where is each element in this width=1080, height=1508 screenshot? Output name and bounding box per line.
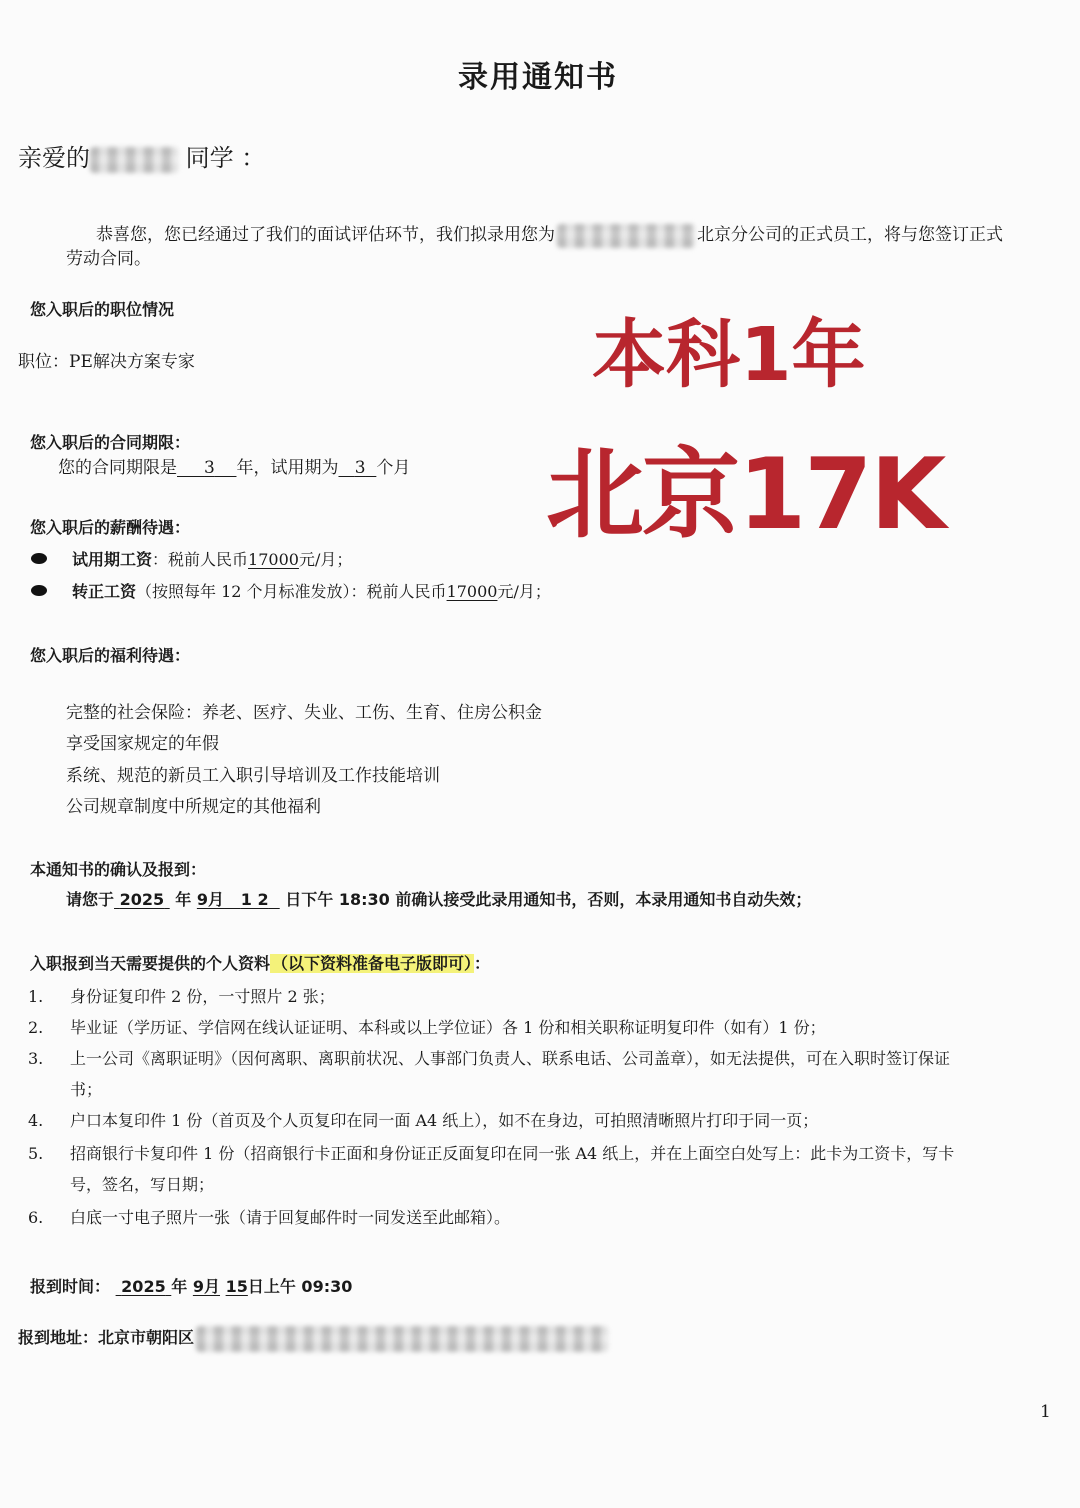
salary-regular-note: （按照每年 12 个月标准发放）：税前人民币 xyxy=(136,582,447,601)
contract-text-a: 您的合同期限是 xyxy=(58,458,177,478)
report-address-text: 北京市朝阳区 xyxy=(98,1328,195,1347)
bullet-icon xyxy=(31,553,47,564)
report-time-label: 报到时间： xyxy=(30,1277,111,1296)
salary-trial-amount: 17000 xyxy=(248,550,299,569)
salary-regular-amount: 17000 xyxy=(446,582,498,601)
materials-heading-b: ： xyxy=(474,954,491,973)
intro-line-1 xyxy=(96,220,1003,248)
confirm-text-c: 日下午 18:30 前确认接受此录用通知书，否则，本录用通知书自动失效； xyxy=(285,890,812,909)
materials-heading xyxy=(30,951,490,974)
benefit-item: 完整的社会保险：养老、医疗、失业、工伤、生育、住房公积金 xyxy=(66,703,542,723)
salary-heading: 您入职后的薪酬待遇： xyxy=(30,518,191,537)
materials-item: 3. 上一公司《离职证明》（因何离职、离职前状况、人事部门负责人、联系电话、公司盖章），如无法提供，可在入职时签订保证 xyxy=(28,1049,951,1068)
salary-regular-label: 转正工资 xyxy=(72,582,137,601)
position-heading: 您入职后的职位情况 xyxy=(30,300,175,319)
salary-trial-unit: 元/月； xyxy=(298,550,353,569)
benefit-item: 系统、规范的新员工入职引导培训及工作技能培训 xyxy=(66,766,440,786)
report-time-text-a: 年 xyxy=(171,1277,188,1296)
greeting-suffix: 同学 ： xyxy=(185,144,266,172)
contract-text-b: 年，试用期为 xyxy=(236,458,339,478)
salary-trial-text: ：税前人民币 xyxy=(152,550,249,569)
redacted-address xyxy=(196,1326,608,1352)
report-time-year: 2025 xyxy=(121,1277,166,1296)
contract-heading: 您入职后的合同期限： xyxy=(30,433,191,452)
materials-heading-a: 入职报到当天需要提供的个人资料 xyxy=(30,954,271,973)
salary-regular-unit: 元/月； xyxy=(497,582,551,601)
materials-heading-highlight: （以下资料准备电子版即可） xyxy=(272,954,473,973)
confirm-heading: 本通知书的确认及报到： xyxy=(30,860,207,879)
report-time-text-b: 日上午 09:30 xyxy=(247,1277,353,1296)
report-time-day: 15 xyxy=(225,1277,248,1296)
contract-months: 3 xyxy=(354,458,366,478)
materials-item: 6. 白底一寸电子照片一张（请于回复邮件时一同发送至此邮箱）。 xyxy=(28,1208,511,1227)
confirm-text-a: 请您于 xyxy=(66,890,115,909)
contract-text xyxy=(58,453,410,478)
greeting xyxy=(18,138,265,173)
overlay-salary: 北京17K xyxy=(546,438,945,552)
salary-trial xyxy=(72,547,352,570)
materials-item: 2. 毕业证（学历证、学信网在线认证证明、本科或以上学位证）各 1 份和相关职称证明复印件（如有）1 份； xyxy=(28,1018,826,1037)
intro-text-b: 北京分公司的正式员工，将与您签订正式 xyxy=(697,225,1003,245)
benefit-item: 公司规章制度中所规定的其他福利 xyxy=(66,797,321,817)
confirm-day: 1 2 xyxy=(240,890,269,909)
confirm-text-b: 年 xyxy=(175,890,192,909)
overlay-education: 本科1年 xyxy=(592,312,866,398)
salary-trial-label: 试用期工资 xyxy=(72,550,153,569)
page-number: 1 xyxy=(1040,1402,1051,1422)
report-address xyxy=(18,1325,608,1352)
intro-line-2: 劳动合同。 xyxy=(66,249,151,269)
position-text: 职位：PE解决方案专家 xyxy=(18,352,195,372)
benefits-heading: 您入职后的福利待遇： xyxy=(30,646,191,665)
benefit-item: 享受国家规定的年假 xyxy=(66,734,219,754)
contract-text-c: 个月 xyxy=(376,458,411,478)
materials-item-cont: 书； xyxy=(70,1080,103,1099)
intro-text-a: 恭喜您，您已经通过了我们的面试评估环节，我们拟录用您为 xyxy=(96,225,555,245)
report-time-month: 9月 xyxy=(192,1277,221,1296)
materials-item: 1. 身份证复印件 2 份，一寸照片 2 张； xyxy=(28,987,335,1006)
bullet-icon xyxy=(31,585,47,596)
contract-years: 3 xyxy=(204,458,215,478)
salary-regular xyxy=(72,579,551,602)
confirm-year: 2025 xyxy=(119,890,165,909)
materials-item: 5. 招商银行卡复印件 1 份（招商银行卡正面和身份证正反面复印在同一张 A4 纸上，并在上面空白处写上：此卡为工资卡，写卡 xyxy=(28,1144,955,1163)
materials-item: 4. 户口本复印件 1 份（首页及个人页复印在同一面 A4 纸上），如不在身边，可拍照清晰照片打印于同一页； xyxy=(28,1111,819,1130)
confirm-text xyxy=(66,887,811,910)
redacted-name xyxy=(90,147,178,173)
report-address-label: 报到地址： xyxy=(18,1328,99,1347)
redacted-company xyxy=(557,224,695,248)
confirm-month: 9月 xyxy=(196,890,225,909)
greeting-prefix: 亲爱的 xyxy=(18,144,90,172)
materials-item-cont: 号，签名，写日期； xyxy=(70,1175,215,1194)
report-time xyxy=(30,1274,352,1297)
document-title: 录用通知书 xyxy=(458,60,618,95)
